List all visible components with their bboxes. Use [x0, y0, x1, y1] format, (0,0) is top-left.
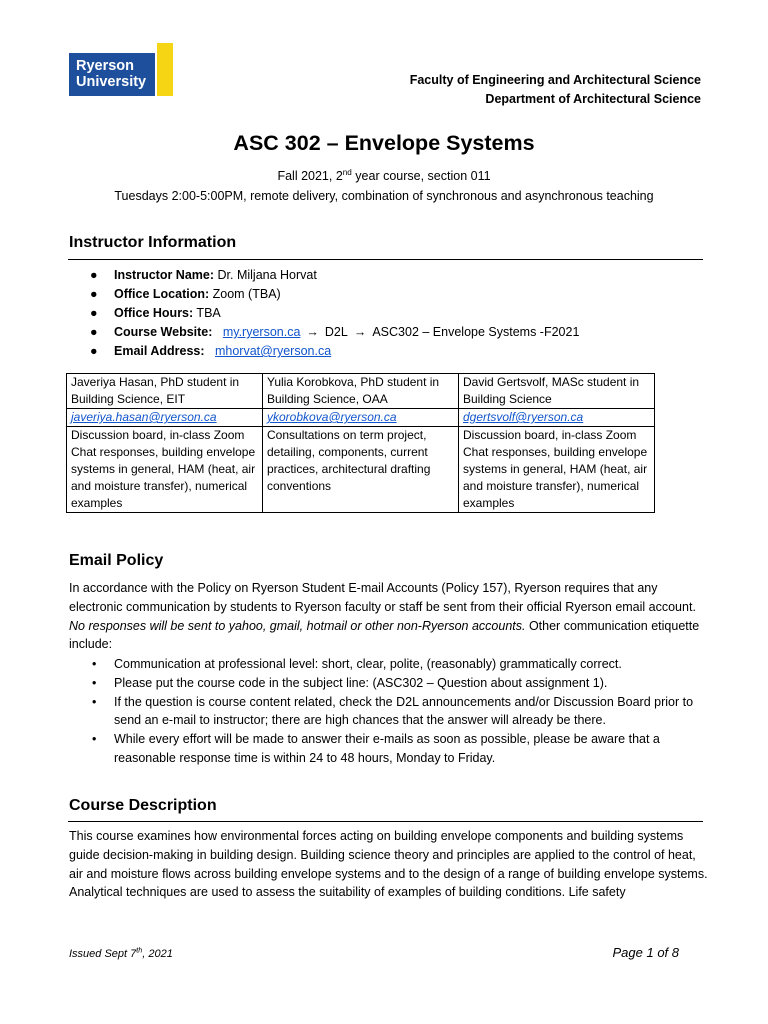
office-hours-item — [90, 304, 579, 323]
list-item — [92, 655, 712, 674]
ta-email-link[interactable]: javeriya.hasan@ryerson.ca — [71, 410, 217, 424]
bullet-icon: ● — [90, 325, 98, 339]
office-location-item — [90, 285, 579, 304]
issued-post: , 2021 — [142, 948, 173, 960]
value: Zoom (TBA) — [209, 287, 281, 301]
course-title: ASC 302 – Envelope Systems — [233, 131, 535, 155]
term-post: year course, section 011 — [351, 169, 491, 183]
department-name: Department of Architectural Science — [485, 91, 701, 106]
issued-pre: Issued Sept 7 — [69, 948, 137, 960]
issued-date — [69, 948, 173, 960]
issued-sup: th — [136, 946, 143, 955]
table-row — [67, 374, 655, 409]
value: TBA — [193, 306, 221, 320]
bullet-icon: ● — [90, 287, 98, 301]
instructor-name-item — [90, 266, 579, 285]
item-text: Communication at professional level: short, clear, polite, (reasonably) grammatically correct. — [114, 657, 622, 671]
bullet-icon: • — [92, 657, 97, 671]
ta-duties-cell: Discussion board, in-class Zoom Chat responses, building envelope systems in general, HAM (heat, air and moisture transfer), numerical examples — [67, 427, 263, 513]
email-address-item — [90, 342, 579, 361]
bullet-icon: ● — [90, 344, 98, 358]
bullet-icon: • — [92, 732, 97, 747]
label: Instructor Name: — [114, 268, 215, 282]
ta-name-cell: Yulia Korobkova, PhD student in Building Science, OAA — [263, 374, 459, 409]
item-text: If the question is course content related, check the D2L announcements and/or Discussion Board prior to send an e-mail to instructor; there are high chances that the answer will already be there. — [114, 694, 694, 728]
page-number: Page 1 of 8 — [612, 945, 679, 960]
ta-email-cell — [459, 409, 655, 427]
bullet-icon: • — [92, 694, 97, 709]
course-website-item — [90, 323, 579, 342]
ta-email-cell — [67, 409, 263, 427]
website-step-2: ASC302 – Envelope Systems -F2021 — [372, 325, 580, 339]
bullet-icon: • — [92, 675, 97, 690]
instructor-heading: Instructor Information — [69, 234, 237, 251]
label: Office Hours: — [114, 306, 194, 320]
course-schedule: Tuesdays 2:00-5:00PM, remote delivery, combination of synchronous and asynchronous teaching — [114, 189, 654, 203]
ta-name-cell: Javeriya Hasan, PhD student in Building Science, EIT — [67, 374, 263, 409]
list-item — [92, 674, 712, 693]
logo-yellow-bar — [157, 43, 173, 96]
arrow-icon: → — [306, 325, 319, 339]
intro-text: In accordance with the Policy on Ryerson Student E-mail Accounts (Policy 157), Ryerson requires that any electronic communication by students to Ryerson faculty or staff be sent from their official Ryerson email account. — [69, 581, 696, 614]
label: Email Address: — [114, 344, 205, 358]
label: Office Location: — [114, 287, 210, 301]
ta-email-link[interactable]: dgertsvolf@ryerson.ca — [463, 410, 584, 424]
intro-end: Other communication etiquette include: — [69, 618, 700, 652]
item-text: While every effort will be made to answer their e-mails as soon as possible, please be aware that a reasonable response time is within 24 to 48 hours, Monday to Friday. — [114, 732, 660, 765]
list-item — [92, 693, 712, 731]
logo-line-1: Ryerson — [76, 58, 135, 74]
value: Dr. Miljana Horvat — [214, 268, 317, 282]
website-link[interactable]: my.ryerson.ca — [222, 325, 301, 339]
term-pre: Fall 2021, 2 — [277, 169, 343, 183]
instructor-list — [90, 266, 579, 361]
logo-box — [69, 53, 155, 96]
header-department-block — [410, 71, 701, 108]
bullet-icon: ● — [90, 268, 98, 282]
ta-name-cell: David Gertsvolf, MASc student in Building Science — [459, 374, 655, 409]
instructor-rule — [68, 259, 703, 260]
arrow-icon: → — [353, 325, 367, 339]
email-policy-heading: Email Policy — [69, 552, 164, 569]
table-row — [67, 427, 655, 513]
course-description-rule — [68, 821, 703, 822]
bullet-icon: ● — [90, 306, 98, 320]
teaching-assistants-table — [66, 373, 655, 513]
website-step-1: D2L — [324, 325, 348, 339]
term-sup: nd — [342, 167, 352, 177]
ryerson-logo — [69, 43, 173, 96]
email-policy-list — [92, 655, 712, 768]
ta-duties-cell: Consultations on term project, detailing, components, current practices, architectural drafting conventions — [263, 427, 459, 513]
course-term — [0, 169, 768, 183]
instructor-email-link[interactable]: mhorvat@ryerson.ca — [214, 344, 332, 358]
course-description-heading: Course Description — [69, 797, 217, 814]
table-row — [67, 409, 655, 427]
label: Course Website: — [114, 325, 213, 339]
ta-email-cell — [263, 409, 459, 427]
intro-italic: No responses will be sent to yahoo, gmail, hotmail or other non-Ryerson accounts. — [69, 618, 526, 633]
ta-email-link[interactable]: ykorobkova@ryerson.ca — [267, 410, 397, 424]
item-text: Please put the course code in the subject line: (ASC302 – Question about assignment 1). — [114, 675, 608, 690]
faculty-name: Faculty of Engineering and Architectural Science — [409, 73, 701, 87]
email-policy-intro — [69, 579, 709, 654]
logo-line-2: University — [76, 74, 147, 90]
list-item — [92, 730, 712, 768]
ta-duties-cell: Discussion board, in-class Zoom Chat responses, building envelope systems in general, HAM (heat, air and moisture transfer), numerical examples — [459, 427, 655, 513]
course-description-text: This course examines how environmental forces acting on building envelope components and building systems guide decision-making in building design. Building science theory and principles are applied to the control of heat, air and moisture flows across building envelope systems and to the design of a range of building envelope systems. Analytical techniques are used to assess the suitability of examples of building conditions. Life safety — [69, 829, 708, 900]
